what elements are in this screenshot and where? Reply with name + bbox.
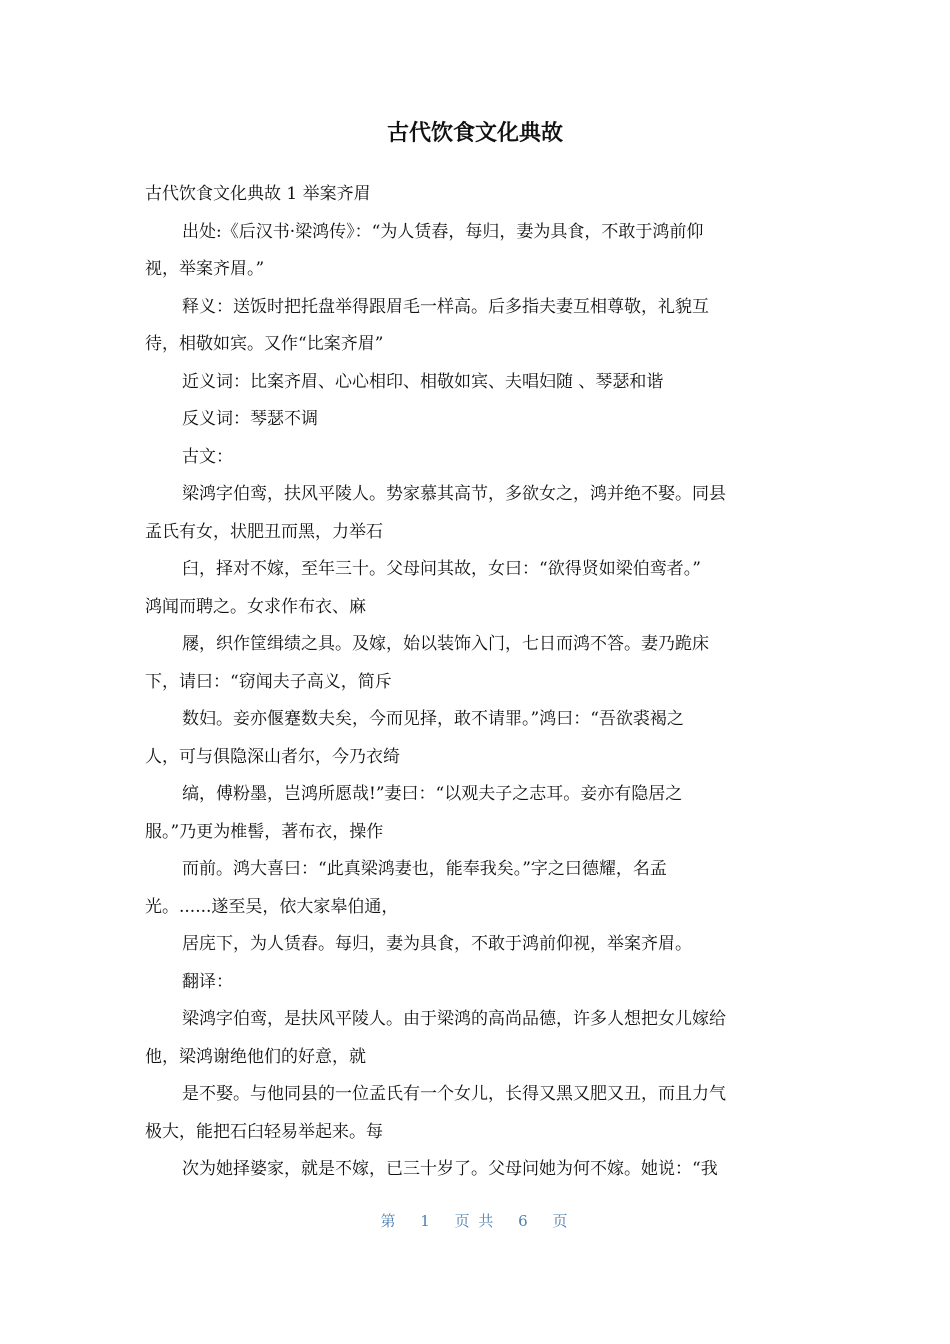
text-line: 梁鸿字伯鸾，是扶风平陵人。由于梁鸿的高尚品德，许多人想把女儿嫁给 — [182, 1009, 726, 1029]
footer-total-pages: 6 — [518, 1212, 530, 1230]
text-line: 次为她择婆家，就是不嫁，已三十岁了。父母问她为何不嫁。她说：“我 — [182, 1159, 718, 1179]
text-line: 数妇。妾亦偃蹇数夫矣，今而见择，敢不请罪。”鸿曰：“吾欲裘褐之 — [182, 709, 684, 729]
text-line: 缟，傅粉墨，岂鸿所愿哉!”妻曰：“以观夫子之志耳。妾亦有隐居之 — [182, 784, 683, 804]
text-line: 反义词：琴瑟不调 — [182, 409, 318, 429]
footer-current-page: 1 — [420, 1212, 432, 1230]
text-line: 鸿闻而聘之。女求作布衣、麻 — [145, 596, 366, 617]
text-line: 臼，择对不嫁，至年三十。父母问其故，女曰：“欲得贤如梁伯鸾者。” — [182, 559, 701, 579]
text-line: 出处:《后汉书·梁鸿传》：“为人赁舂，每归，妻为具食，不敢于鸿前仰 — [182, 221, 704, 242]
text-line: 孟氏有女，状肥丑而黑，力举石 — [145, 521, 383, 542]
text-line: 屦，织作筐缉绩之具。及嫁，始以装饰入门，七日而鸿不答。妻乃跪床 — [182, 634, 709, 654]
text-line: 翻译： — [182, 971, 233, 992]
text-line: 下，请曰：“窃闻夫子高义，简斥 — [145, 671, 392, 692]
document-title: 古代饮食文化典故 — [386, 121, 563, 146]
footer-ye-gong: 页 共 — [454, 1212, 496, 1230]
text-line: 梁鸿字伯鸾，扶风平陵人。势家慕其高节，多欲女之，鸿并绝不娶。同县 — [182, 484, 726, 504]
text-line: 是不娶。与他同县的一位孟氏有一个女儿，长得又黑又肥又丑，而且力气 — [182, 1084, 726, 1104]
footer-di: 第 — [380, 1212, 398, 1230]
text-line: 近义词：比案齐眉、心心相印、相敬如宾、夫唱妇随 、琴瑟和谐 — [182, 371, 664, 392]
text-line: 视，举案齐眉。” — [145, 259, 265, 279]
page-footer — [0, 1210, 950, 1231]
text-line: 他，梁鸿谢绝他们的好意，就 — [145, 1046, 366, 1067]
text-line: 光。......遂至吴，依大家皋伯通， — [145, 896, 399, 917]
document-body — [145, 176, 805, 1189]
text-line: 古文： — [182, 446, 233, 467]
text-line: 释义：送饭时把托盘举得跟眉毛一样高。后多指夫妻互相尊敬，礼貌互 — [182, 296, 709, 317]
text-line: 待，相敬如宾。又作“比案齐眉” — [145, 334, 384, 354]
text-line: 古代饮食文化典故 1 举案齐眉 — [145, 184, 371, 204]
footer-ye: 页 — [552, 1212, 570, 1230]
text-line: 居庑下，为人赁舂。每归，妻为具食，不敢于鸿前仰视，举案齐眉。 — [182, 934, 692, 954]
text-line: 极大，能把石臼轻易举起来。每 — [145, 1121, 383, 1142]
text-line: 人，可与俱隐深山者尔，今乃衣绮 — [145, 746, 400, 767]
text-line: 而前。鸿大喜曰：“此真梁鸿妻也，能奉我矣。”字之曰德耀，名孟 — [182, 859, 667, 879]
text-line: 服。”乃更为椎髻，著布衣，操作 — [145, 821, 384, 842]
